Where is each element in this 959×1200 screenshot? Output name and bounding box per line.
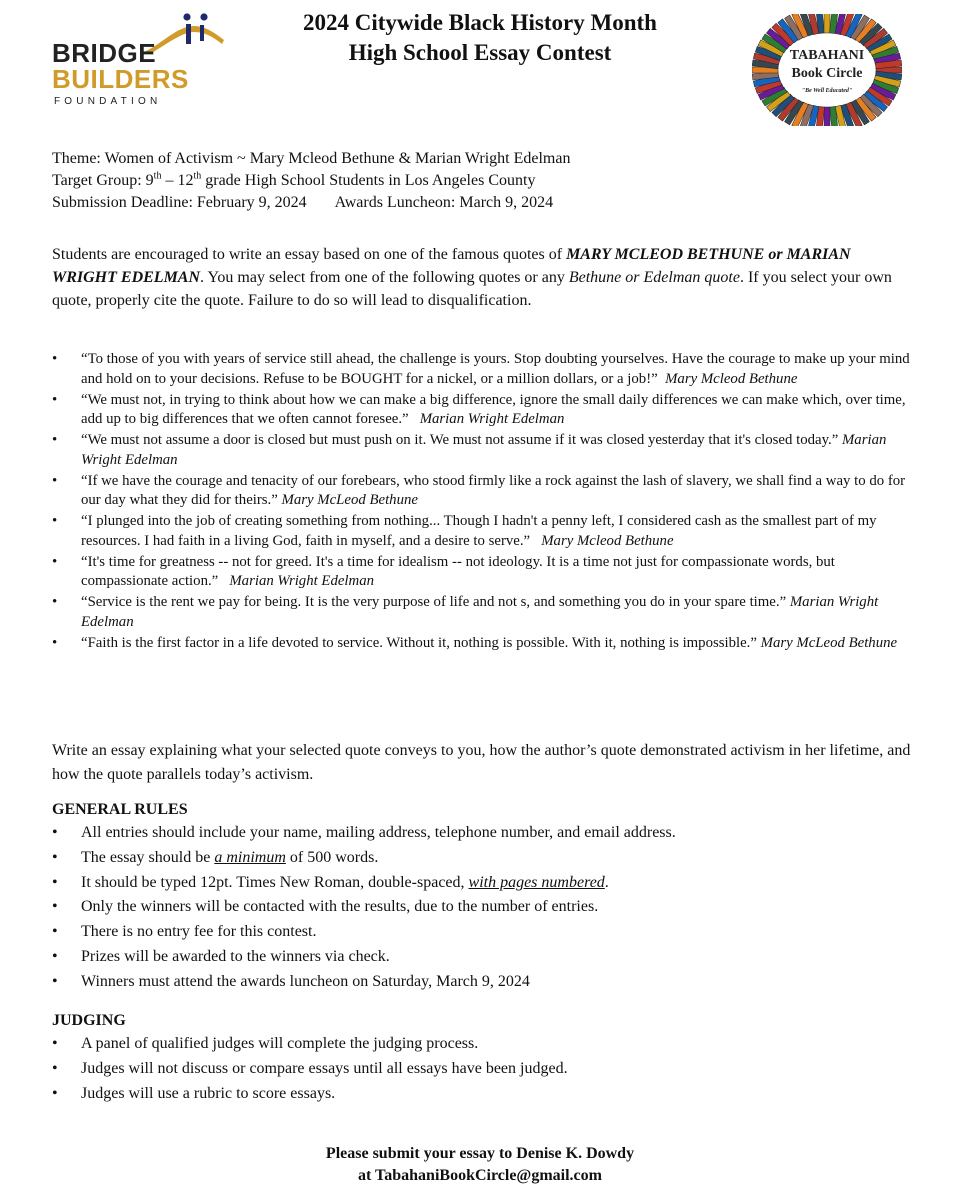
rule-emphasis: a minimum [214, 848, 286, 866]
submit-email: at TabahaniBookCircle@gmail.com [358, 1167, 602, 1184]
submit-line: Please submit your essay to Denise K. Dowdy [325, 1145, 635, 1162]
submission-deadline: Submission Deadline: February 9, 2024 [52, 194, 307, 211]
logo-text-foundation: FOUNDATION [54, 96, 162, 107]
logo-text-book-circle: Book Circle [791, 66, 863, 81]
general-rules-heading: GENERAL RULES [52, 801, 188, 818]
judging-item: • Judges will use a rubric to score essays. [52, 1082, 912, 1107]
rule-text: It should be typed 12pt. Times New Roman, double-spaced, [81, 873, 469, 891]
quote-text: “Service is the rent we pay for being. It is the very purpose of life and not s, and something you do in your spare time.” [81, 594, 787, 611]
quote-text: “If we have the courage and tenacity of our forebears, who stood firmly like a rock against the lash of slavery, we shall find a way to do for our day what they did for theirs.” [81, 472, 906, 509]
rule-item [52, 846, 912, 871]
quote-text: “I plunged into the job of creating something from nothing... Though I hadn't a penny left, I considered cash as the smallest part of my resources. I had faith in a living God, faith in myself, and a desire to serve.” [81, 513, 877, 549]
quote-author: Marian Wright Edelman [229, 573, 375, 590]
quote-item [52, 431, 912, 470]
target-mid: – 12 [161, 172, 194, 189]
quote-author: Marian Wright Edelman [81, 594, 879, 631]
quote-text: “We must not, in trying to think about how we can make a big difference, ignore the small daily differences we can make which, over time, add up to big differences that we often cannot foresee.” [81, 391, 906, 428]
target-group-line [52, 170, 570, 192]
dates-line [52, 192, 570, 214]
logo-text-builders: BUILDERS [52, 64, 189, 94]
rule-item: • Only the winners will be contacted with the results, due to the number of entries. [52, 895, 912, 920]
quotes-list [52, 350, 912, 655]
target-suffix: grade High School Students in Los Angeles County [201, 172, 536, 189]
contest-info [52, 148, 570, 214]
logo-text-tabahani: TABAHANI [789, 48, 865, 63]
theme-line: Theme: Women of Activism ~ Mary Mcleod Bethune & Marian Wright Edelman [52, 150, 571, 167]
intro-text-3: . If you select your own quote, properly cite the quote. Failure to do so will lead to disqualification. [52, 269, 892, 309]
quote-item [52, 634, 912, 654]
quote-author: Mary Mcleod Bethune [541, 532, 674, 549]
intro-text-1: Students are encouraged to write an essay based on one of the famous quotes of [52, 246, 567, 263]
logo-text-bridge: BRIDGE [52, 38, 157, 68]
rule-item: • Prizes will be awarded to the winners via check. [52, 945, 912, 970]
quote-item [52, 391, 912, 430]
quote-text: “It's time for greatness -- not for greed. It's a time for idealism -- not ideology. It is a time not just for compassionate words, but compassionate action.” [81, 553, 835, 590]
quote-author: Mary Mcleod Bethune [665, 370, 798, 387]
quote-item [52, 593, 912, 632]
rule-item: • All entries should include your name, mailing address, telephone number, and email address. [52, 821, 912, 846]
essay-prompt: Write an essay explaining what your selected quote conveys to you, how the author’s quote demonstrated activism in her lifetime, and how the quote parallels today’s activism. [52, 742, 911, 783]
quote-text: “To those of you with years of service still ahead, the challenge is yours. Stop doubting yourselves. Have the courage to make up your mind and hold on to your decisions. Refuse to be BOUGHT for a nickel, or a million dollars, or a job!” [81, 351, 910, 387]
target-sup-1: th [153, 170, 162, 182]
title-line-1: 2024 Citywide Black History Month [303, 10, 657, 35]
quote-author: Mary McLeod Bethune [760, 635, 898, 652]
awards-luncheon-date: Awards Luncheon: March 9, 2024 [334, 194, 554, 211]
quote-item [52, 512, 912, 551]
quote-author: Marian Wright Edelman [81, 432, 887, 468]
rule-text: of 500 words. [285, 848, 379, 866]
intro-any-quote: Bethune or Edelman quote [568, 269, 740, 286]
quote-author: Marian Wright Edelman [419, 411, 565, 428]
rule-item: • Winners must attend the awards luncheon on Saturday, March 9, 2024 [52, 970, 912, 995]
logo-text-tagline: "Be Well Educated" [801, 88, 853, 94]
submission-footer [230, 1143, 730, 1187]
quote-item [52, 350, 912, 389]
judging-list [52, 1032, 912, 1106]
general-rules-list [52, 821, 912, 995]
judging-item: • Judges will not discuss or compare essays until all essays have been judged. [52, 1057, 912, 1082]
quote-author: Mary McLeod Bethune [281, 492, 418, 509]
judging-heading: JUDGING [52, 1012, 126, 1029]
intro-names: MARY MCLEOD BETHUNE or MARIAN WRIGHT EDELMAN [52, 246, 851, 286]
tabahani-book-circle-logo [752, 14, 902, 126]
quote-text: “We must not assume a door is closed but must push on it. We must not assume if it was closed yesterday that it's closed today.” [81, 432, 839, 449]
quote-text: “Faith is the first factor in a life devoted to service. Without it, nothing is possible. With it, nothing is impossible.” [81, 635, 757, 652]
rule-emphasis: with pages numbered [468, 873, 605, 891]
bridge-builders-logo [52, 10, 227, 105]
intro-paragraph [52, 243, 912, 312]
target-prefix: Target Group: 9 [52, 172, 154, 189]
target-sup-2: th [193, 170, 202, 182]
rule-text: The essay should be [81, 848, 215, 866]
judging-item: • A panel of qualified judges will complete the judging process. [52, 1032, 912, 1057]
quote-item [52, 553, 912, 592]
quote-item [52, 472, 912, 511]
rule-item: • There is no entry fee for this contest. [52, 920, 912, 945]
page-title [230, 8, 730, 68]
rule-item [52, 871, 912, 896]
rule-text: . [604, 873, 609, 891]
title-line-2: High School Essay Contest [348, 40, 612, 65]
intro-text-2: . You may select from one of the following quotes or any [200, 269, 569, 286]
